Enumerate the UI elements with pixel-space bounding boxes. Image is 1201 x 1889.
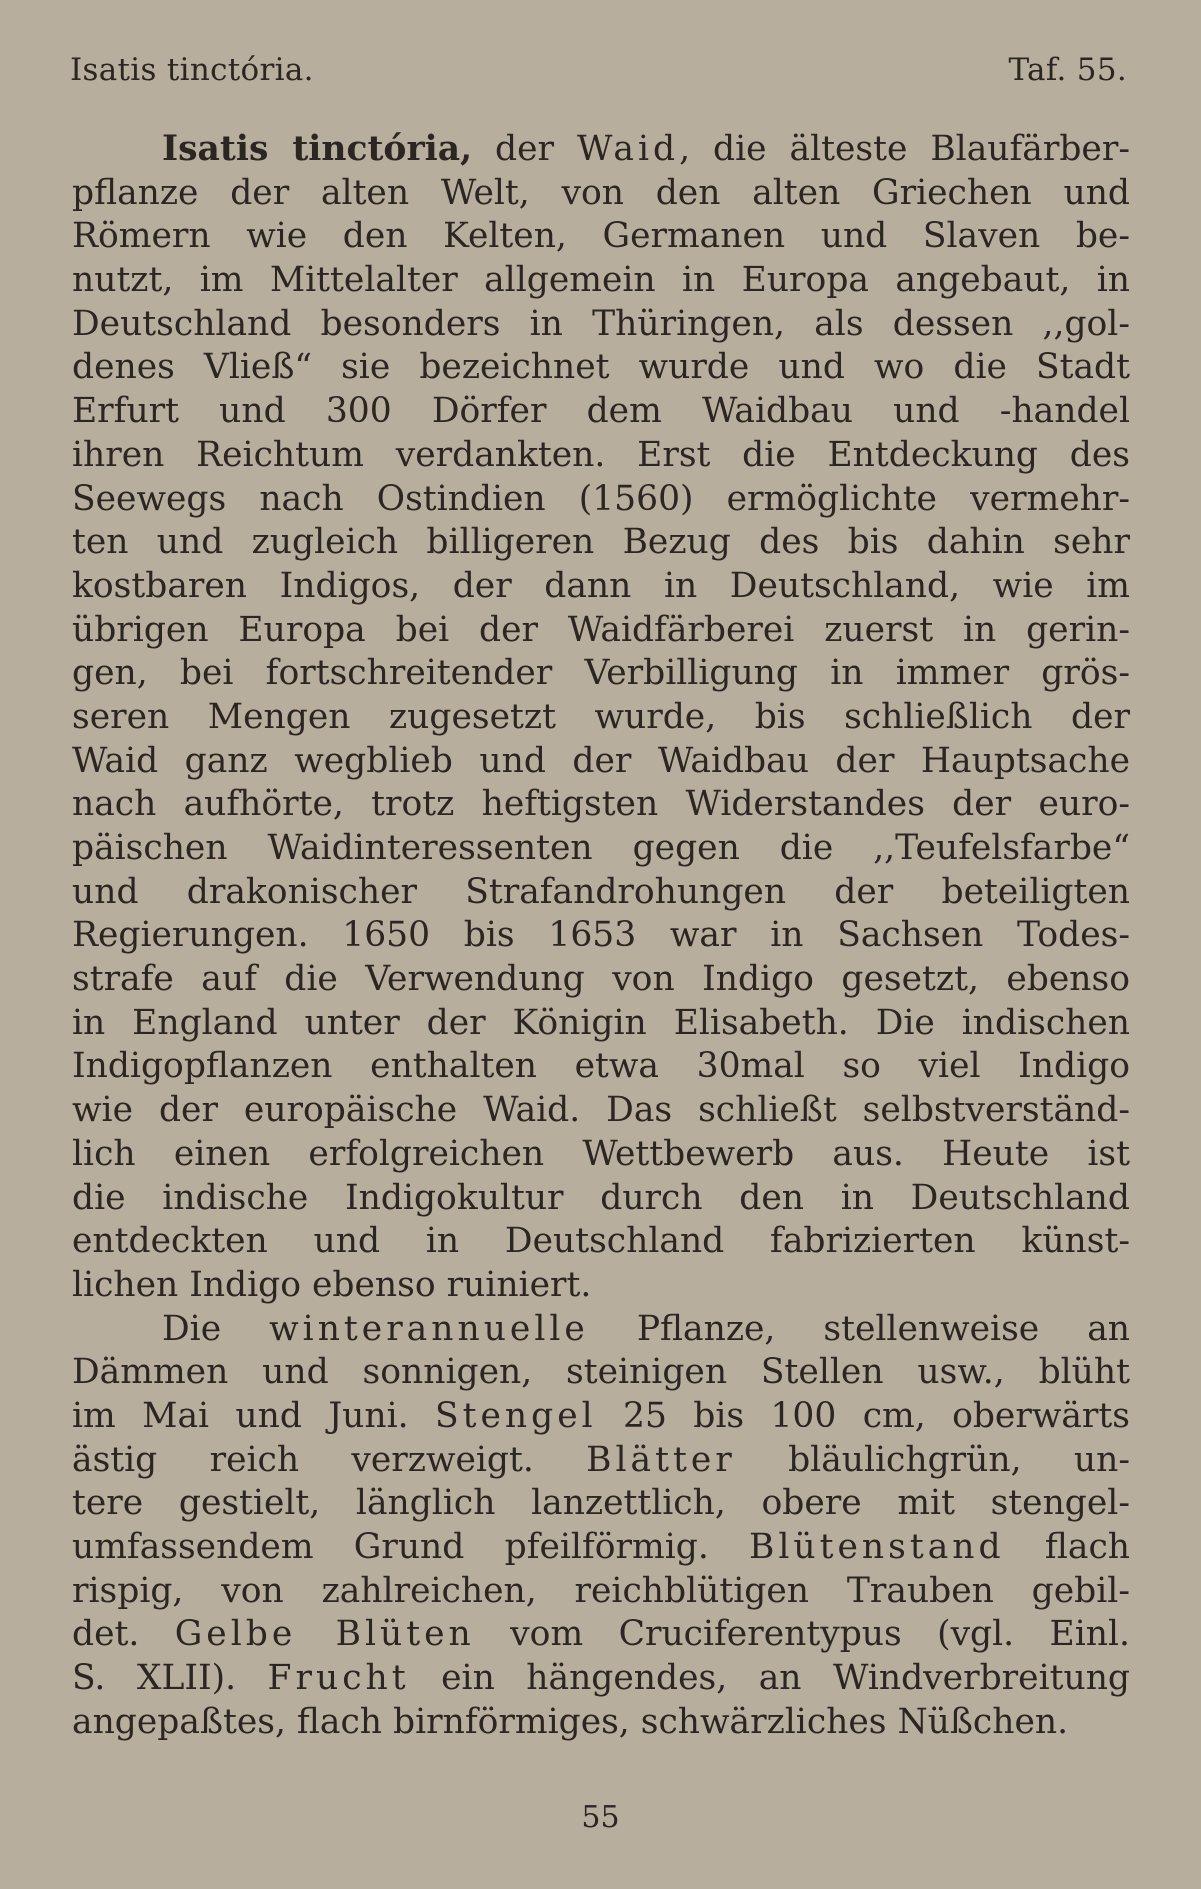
text-line: Römern wie den Kelten, Germanen und Slaven be- [72,216,1130,257]
text-line: pflanze der alten Welt, von den alten Griechen und [72,172,1130,213]
text-line: Waid ganz wegblieb und der Waidbau der Hauptsache [72,740,1130,781]
text-line: nach aufhörte, trotz heftigsten Widerstandes der euro- [72,784,1130,825]
header-title: Isatis tinctória. [70,52,314,88]
text-line: Deutschland besonders in Thüringen, als dessen ,,gol- [72,303,1130,344]
text-line: Seewegs nach Ostindien (1560) ermöglichte vermehr- [72,478,1130,519]
text-line: gen, bei fortschreitender Verbilligung in immer grös- [72,653,1130,694]
text-line: lich einen erfolgreichen Wettbewerb aus. Heute ist [72,1133,1130,1174]
spaced-term: Stengel [434,1395,597,1436]
text-line: Die winterannuelle Pflanze, stellenweise an [162,1308,1130,1349]
text-line: tere gestielt, länglich lanzettlich, obere mit stengel- [72,1483,1130,1524]
text-line: angepaßtes, flach birnförmiges, schwärzliches Nüßchen. [72,1701,1069,1742]
text-line: rispig, von zahlreichen, reichblütigen Trauben gebil- [72,1570,1130,1611]
text-line: Dämmen und sonnigen, steinigen Stellen usw., blüht [72,1352,1130,1393]
text-line: ten und zugleich billigeren Bezug des bis dahin sehr [72,522,1130,563]
text-line: umfassendem Grund pfeilförmig. Blütenstand flach [72,1527,1130,1567]
main-text [72,128,1130,1744]
text-line: Regierungen. 1650 bis 1653 war in Sachsen Todes- [72,915,1130,956]
spaced-term: Blütenstand [749,1527,1005,1567]
page-number: 55 [581,1800,620,1835]
text-line: kostbaren Indigos, der dann in Deutschland, wie im [72,565,1130,606]
text-line: ihren Reichtum verdankten. Erst die Entdeckung des [72,434,1130,475]
text-line: wie der europäische Waid. Das schließt selbstverständ- [72,1090,1130,1131]
text-line: nutzt, im Mittelalter allgemein in Europa angebaut, in [72,260,1130,301]
text-line: det. Gelbe Blüten vom Cruciferentypus (vgl. Einl. [72,1614,1130,1655]
text-line: übrigen Europa bei der Waidfärberei zuerst in gerin- [72,609,1130,650]
paragraph-2 [72,1308,1130,1745]
plate-number: Taf. 55. [1008,52,1127,88]
text-line: S. XLII). Frucht ein hängendes, an Windverbreitung [72,1658,1130,1699]
text-line: die indische Indigokultur durch den in Deutschland [72,1177,1130,1218]
text-line: denes Vließ“ sie bezeichnet wurde und wo die Stadt [72,347,1130,388]
text-line: entdeckten und in Deutschland fabrizierten künst- [72,1221,1130,1262]
text-line: ästig reich verzweigt. Blätter bläulichgrün, un- [72,1439,1130,1480]
spaced-term: winterannuelle [269,1308,589,1349]
text-line: in England unter der Königin Elisabeth. Die indischen [72,1002,1130,1043]
text-line: Isatis tinctória, der Waid, die älteste Blaufärber- [162,129,1130,169]
spaced-term: Frucht [267,1658,410,1699]
text-line: lichen Indigo ebenso ruiniert. [72,1264,592,1305]
text-line: im Mai und Juni. Stengel 25 bis 100 cm, oberwärts [72,1395,1130,1436]
species-name: Isatis tinctória, [162,129,473,169]
text-line: und drakonischer Strafandrohungen der beteiligten [72,871,1130,912]
common-name: Waid [576,129,680,169]
spaced-term: Blätter [586,1439,736,1480]
text-line: seren Mengen zugesetzt wurde, bis schließlich der [72,696,1130,737]
paragraph-1 [72,128,1130,1308]
text-line: strafe auf die Verwendung von Indigo gesetzt, ebenso [72,959,1130,1000]
text-line: päischen Waidinteressenten gegen die ,,Teufelsfarbe“ [72,828,1130,868]
text-line: Erfurt und 300 Dörfer dem Waidbau und -handel [72,391,1130,432]
spaced-term: Gelbe Blüten [174,1614,475,1655]
text-line: Indigopflanzen enthalten etwa 30mal so viel Indigo [72,1046,1130,1087]
running-header [70,52,1127,96]
